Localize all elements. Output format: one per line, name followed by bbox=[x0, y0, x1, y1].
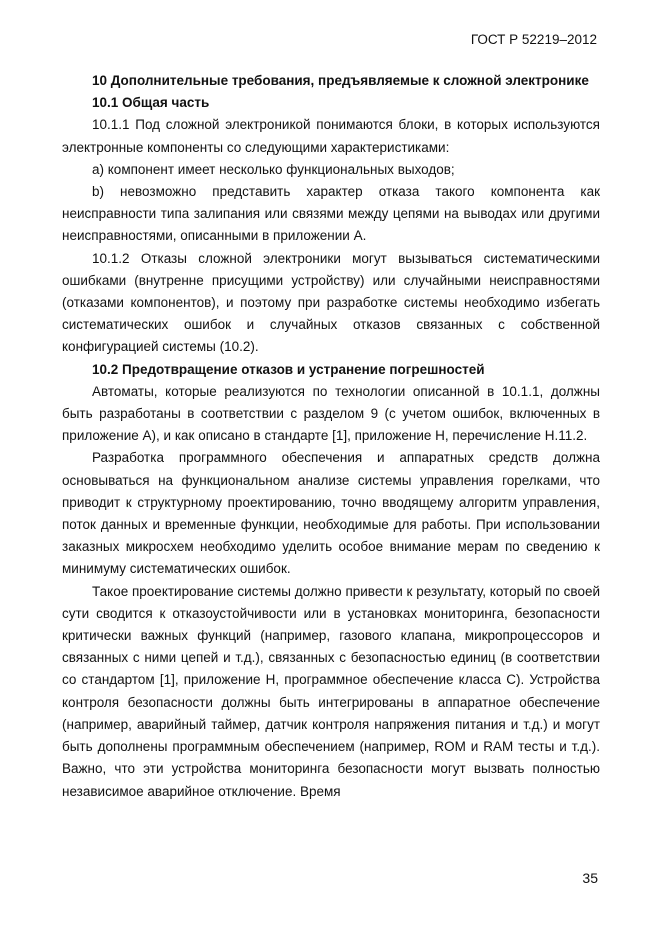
paragraph-design: Такое проектирование системы должно привести к результату, который по своей сути сводится к отказоустойчивости или в установках мониторинга, безопасности критически важных функций (например, газового клапана, микропроцессоров и связанных с ними цепей и т.д.), связанных с безопасностью единиц (в соответствии со стандартом [1], приложение Н, программное обеспечение класса С). Устройства контроля безопасности должны быть интегрированы в аппаратное обеспечение (например, аварийный таймер, датчик контроля напряжения питания и т.д.) и могут быть дополнены программным обеспечением (например, ROM и RAM тесты и т.д.). Важно, что эти устройства мониторинга безопасности могут вызвать полностью независимое аварийное отключение. Время bbox=[62, 583, 600, 799]
paragraph-10-1-1: 10.1.1 Под сложной электроникой понимаются блоки, в которых используются электронные компоненты со следующими характеристиками: bbox=[62, 117, 600, 155]
paragraph-10-1-2: 10.1.2 Отказы сложной электроники могут вызываться систематическими ошибками (внутренне присущими устройству) или случайными неисправностями (отказами компонентов), и поэтому при разработке системы необходимо избегать систематических ошибок и случайных отказов связанных с собственной конфигурацией системы (10.2). bbox=[62, 250, 600, 355]
list-item-a: а) компонент имеет несколько функциональных выходов; bbox=[92, 161, 455, 177]
list-item-b: b) невозможно представить характер отказа такого компонента как неисправности типа залипания или связями между цепями на выводах или другими неисправностями, описанными в приложении А. bbox=[62, 184, 600, 244]
section-10-title: 10 Дополнительные требования, предъявляемые к сложной электронике bbox=[92, 73, 589, 88]
paragraph-automata: Автоматы, которые реализуются по технологии описанной в 10.1.1, должны быть разработаны в соответствии с разделом 9 (с учетом ошибок, включенных в приложение А), и как описано в стандарте [1], приложение Н, перечисление Н.11.2. bbox=[62, 383, 600, 444]
section-10-2-title: 10.2 Предотвращение отказов и устранение погрешностей bbox=[92, 361, 485, 377]
page-content bbox=[62, 68, 600, 803]
section-10-1-title: 10.1 Общая часть bbox=[92, 95, 210, 111]
page-number: 35 bbox=[582, 870, 598, 886]
document-standard-id: ГОСТ Р 52219–2012 bbox=[470, 32, 597, 47]
paragraph-development: Разработка программного обеспечения и аппаратных средств должна основываться на функциональном анализе системы управления горелками, что приводит к структурному проектированию, точно вводящему алгоритм управления, поток данных и временные функции, необходимые для работы. При использовании заказных микросхем необходимо уделить особое внимание мерам по сведению к минимуму систематических ошибок. bbox=[62, 450, 600, 577]
